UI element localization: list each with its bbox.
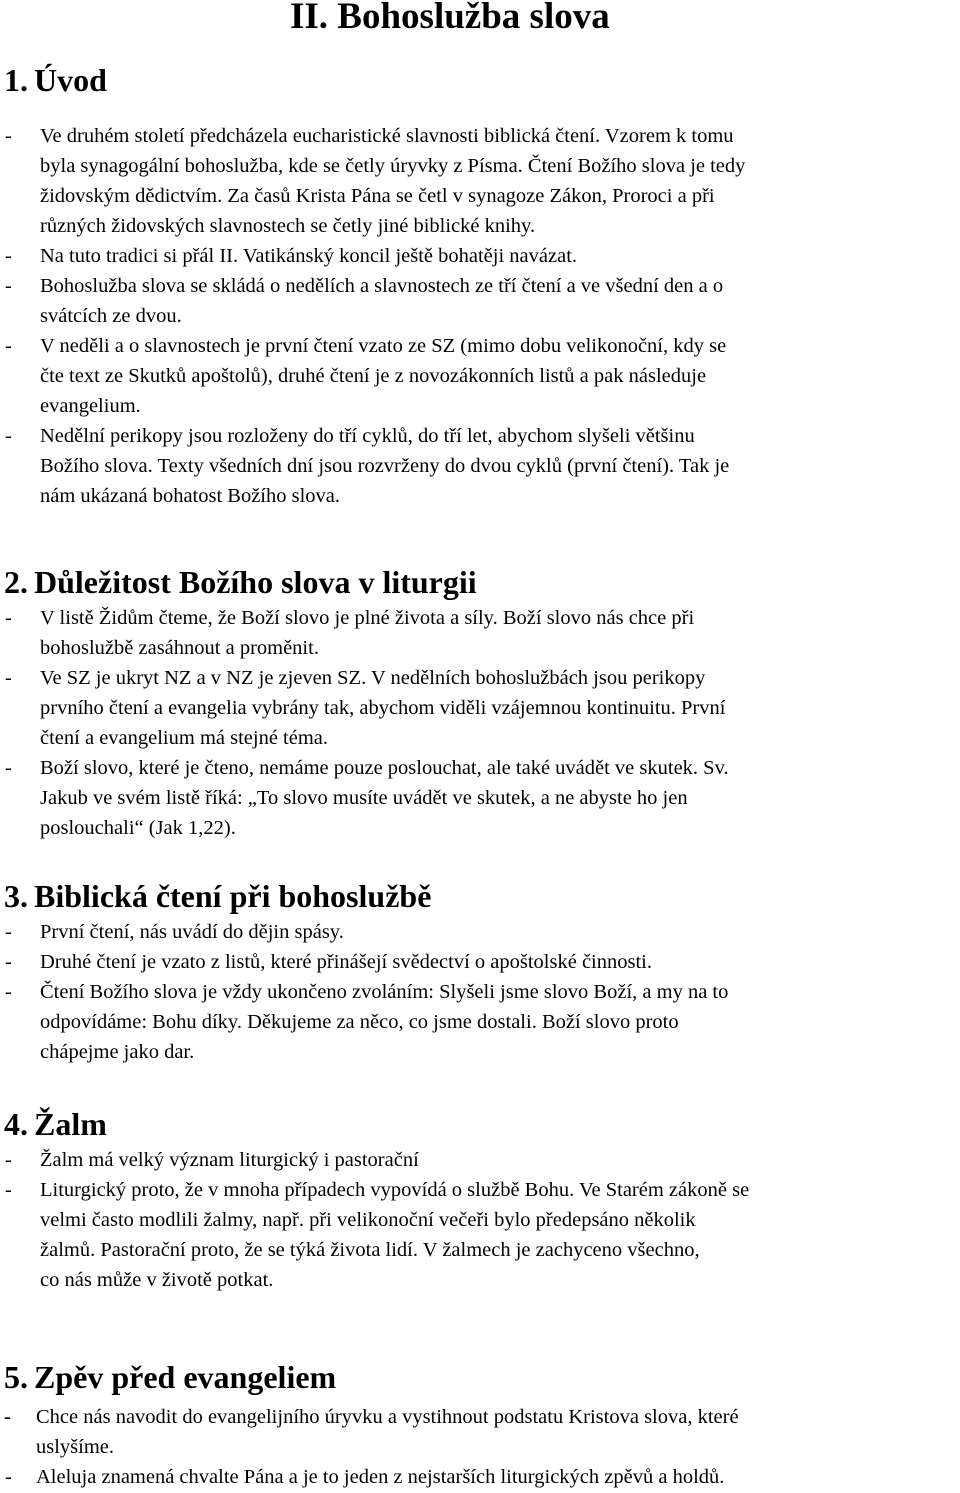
section-number: 4.: [4, 1106, 28, 1142]
list-item: [0, 947, 958, 977]
list-item-text: První čtení, nás uvádí do dějin spásy.: [40, 921, 344, 943]
section-number: 1.: [4, 62, 28, 98]
list-item: [0, 1402, 958, 1462]
bullet-dash: -: [5, 245, 12, 267]
list-item-text: V listě Židům čteme, že Boží slovo je plné života a síly. Boží slovo nás chce při bohoslužbě zasáhnout a proměnit.: [40, 607, 695, 659]
bullet-dash: -: [5, 125, 12, 147]
section-heading-dulezitost: [4, 562, 477, 602]
bullet-dash: -: [5, 425, 12, 447]
list-item-text: Ve SZ je ukryt NZ a v NZ je zjeven SZ. V nedělních bohoslužbách jsou perikopy prvního čtení a evangelia vybrány tak, abychom viděli vzájemnou kontinuitu. První čtení a evangelium má stejné téma.: [40, 667, 726, 749]
document-title: II. Bohoslužba slova: [290, 0, 610, 37]
section-heading-zpev: [4, 1357, 336, 1397]
section-list-biblicka-cteni: [0, 917, 958, 1067]
bullet-dash: -: [5, 921, 12, 943]
section-number: 5.: [4, 1359, 28, 1395]
list-item-text: Na tuto tradici si přál II. Vatikánský koncil ještě bohatěji navázat.: [40, 245, 578, 267]
list-item-text: V neděli a o slavnostech je první čtení vzato ze SZ (mimo dobu velikonoční, kdy se čte text ze Skutků apoštolů), druhé čtení je z novozákonních listů a pak následuje evangelium.: [40, 335, 727, 417]
list-item: [0, 917, 958, 947]
list-item: [0, 753, 958, 843]
list-item: [0, 1175, 958, 1295]
bullet-dash: -: [4, 1406, 11, 1428]
list-item-text: Liturgický proto, že v mnoha případech vypovídá o službě Bohu. Ve Starém zákoně se velmi často modlili žalmy, např. při velikonoční večeři bylo předepsáno několik žalmů. Pastorační proto, že se týká života lidí. V žalmech je zachyceno všechno, co nás může v životě potkat.: [40, 1179, 750, 1291]
list-item: [0, 1145, 958, 1175]
bullet-dash: -: [5, 607, 12, 629]
bullet-dash: -: [5, 335, 12, 357]
section-list-zalm: [0, 1145, 958, 1295]
list-item-text: Boží slovo, které je čteno, nemáme pouze poslouchat, ale také uvádět ve skutek. Sv. Jakub ve svém listě říká: „To slovo musíte uvádět ve skutek, a ne abyste ho jen poslouchali“ (Jak 1,22).: [40, 757, 729, 839]
list-item: [0, 271, 958, 331]
list-item: [0, 121, 958, 241]
list-item-text: Žalm má velký význam liturgický i pastorační: [40, 1149, 419, 1171]
list-item: [0, 603, 958, 663]
section-list-dulezitost: [0, 603, 958, 843]
list-item-text: Chce nás navodit do evangelijního úryvku a vystihnout podstatu Kristova slova, které uslyšíme.: [36, 1406, 739, 1458]
section-title: Úvod: [34, 62, 107, 98]
list-item: [0, 421, 958, 511]
bullet-dash: -: [5, 757, 12, 779]
list-item: [0, 331, 958, 421]
bullet-dash: -: [5, 1179, 12, 1201]
section-title: Biblická čtení při bohoslužbě: [34, 878, 432, 914]
section-heading-uvod: [4, 60, 107, 100]
bullet-dash: -: [5, 1466, 12, 1488]
bullet-dash: -: [5, 667, 12, 689]
list-item-text: Nedělní perikopy jsou rozloženy do tří cyklů, do tří let, abychom slyšeli většinu Božího slova. Texty všedních dní jsou rozvrženy do dvou cyklů (první čtení). Tak je nám ukázaná bohatost Božího slova.: [40, 425, 730, 507]
list-item-text: Bohoslužba slova se skládá o nedělích a slavnostech ze tří čtení a ve všední den a o svátcích ze dvou.: [40, 275, 724, 327]
section-heading-biblicka-cteni: [4, 876, 431, 916]
list-item: [0, 1462, 958, 1492]
section-title: Zpěv před evangeliem: [34, 1359, 337, 1395]
bullet-dash: -: [5, 951, 12, 973]
list-item-text: Druhé čtení je vzato z listů, které přinášejí svědectví o apoštolské činnosti.: [40, 951, 652, 973]
list-item: [0, 241, 958, 271]
section-number: 2.: [4, 564, 28, 600]
list-item: [0, 663, 958, 753]
list-item-text: Čtení Božího slova je vždy ukončeno zvoláním: Slyšeli jsme slovo Boží, a my na to odpovídáme: Bohu díky. Děkujeme za něco, co jsme dostali. Boží slovo proto chápejme jako dar.: [40, 981, 729, 1063]
section-title: Důležitost Božího slova v liturgii: [34, 564, 477, 600]
section-heading-zalm: [4, 1104, 107, 1144]
section-title: Žalm: [34, 1106, 107, 1142]
bullet-dash: -: [5, 275, 12, 297]
section-list-zpev: [0, 1402, 958, 1492]
list-item: [0, 977, 958, 1067]
bullet-dash: -: [5, 981, 12, 1003]
section-number: 3.: [4, 878, 28, 914]
list-item-text: Ve druhém století předcházela eucharistické slavnosti biblická čtení. Vzorem k tomu byla synagogální bohoslužba, kde se četly úryvky z Písma. Čtení Božího slova je tedy židovským dědictvím. Za časů Krista Pána se četl v synagoze Zákon, Proroci a při různých židovských slavnostech se četly jiné biblické knihy.: [40, 125, 746, 237]
bullet-dash: -: [5, 1149, 12, 1171]
section-list-uvod: [0, 121, 958, 511]
list-item-text: Aleluja znamená chvalte Pána a je to jeden z nejstarších liturgických zpěvů a holdů.: [36, 1466, 725, 1488]
